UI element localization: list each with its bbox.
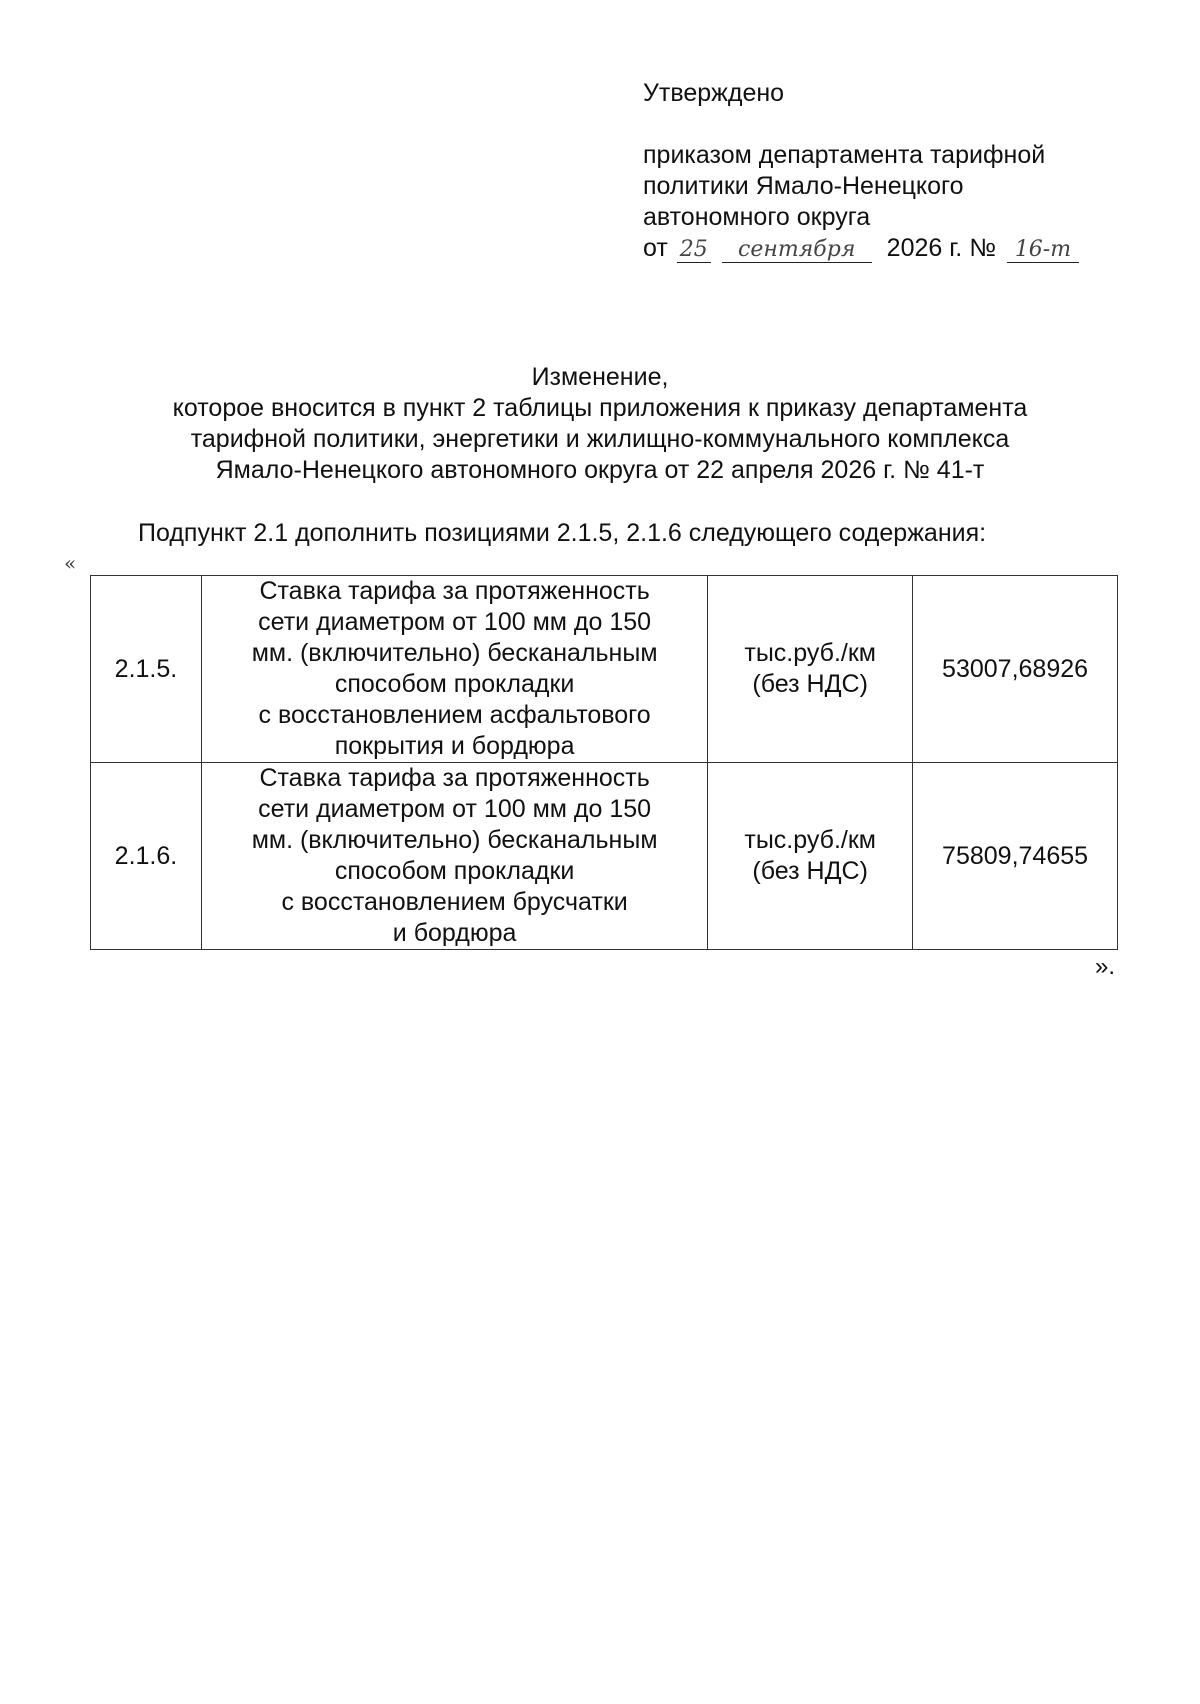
description-cell: [201, 763, 707, 950]
table-row: [91, 576, 1118, 763]
value-cell: 75809,74655: [913, 763, 1118, 950]
approved-label: Утверждено: [643, 79, 785, 107]
approval-line-2: политики Ямало-Ненецкого: [643, 172, 964, 200]
unit-line: тыс.руб./км: [744, 826, 876, 854]
table-row: [91, 763, 1118, 950]
intro-paragraph: Подпункт 2.1 дополнить позициями 2.1.5, 2.1.6 следующего содержания:: [138, 519, 987, 547]
unit-cell: [708, 763, 913, 950]
description-line: способом прокладки: [334, 670, 575, 698]
unit-line: (без НДС): [752, 670, 868, 698]
document-heading: [60, 362, 1140, 486]
description-line: способом прокладки: [334, 857, 575, 885]
description-line: покрытия и бордюра: [334, 732, 575, 760]
description-line: с восстановлением брусчатки: [281, 888, 628, 916]
handwritten-order-number: 16-т: [1007, 238, 1079, 263]
heading-line-4: Ямало-Ненецкого автономного округа от 22 апреля 2026 г. № 41-т: [215, 456, 985, 484]
row-number-cell: 2.1.6.: [91, 763, 202, 950]
opening-quote: «: [64, 551, 77, 575]
tariff-table: [90, 575, 1118, 950]
value-cell: 53007,68926: [913, 576, 1118, 763]
date-year: 2026 г. №: [886, 234, 997, 262]
unit-cell: [708, 576, 913, 763]
approval-line-3: автономного округа: [643, 203, 871, 231]
description-line: сети диаметром от 100 мм до 150: [258, 608, 652, 636]
unit-line: тыс.руб./км: [744, 639, 876, 667]
handwritten-month: сентября: [722, 238, 872, 263]
heading-line-1: Изменение,: [531, 363, 669, 391]
approval-block: [643, 78, 1123, 264]
description-line: Ставка тарифа за протяженность: [259, 577, 650, 605]
closing-quote: ».: [1095, 953, 1116, 980]
unit-line: (без НДС): [752, 857, 868, 885]
description-line: Ставка тарифа за протяженность: [259, 764, 650, 792]
description-line: сети диаметром от 100 мм до 150: [258, 795, 652, 823]
handwritten-day: 25: [677, 238, 711, 263]
description-line: с восстановлением асфальтового: [258, 701, 651, 729]
heading-line-2: которое вносится в пункт 2 таблицы приложения к приказу департамента: [172, 394, 1028, 422]
description-cell: [201, 576, 707, 763]
date-prefix: от: [643, 234, 668, 262]
description-line: и бордюра: [392, 919, 517, 947]
row-number-cell: 2.1.5.: [91, 576, 202, 763]
description-line: мм. (включительно) бесканальным: [251, 826, 658, 854]
heading-line-3: тарифной политики, энергетики и жилищно-коммунального комплекса: [190, 425, 1010, 453]
approval-date-line: [643, 233, 1123, 264]
approval-line-1: приказом департамента тарифной: [643, 141, 1046, 169]
description-line: мм. (включительно) бесканальным: [251, 639, 658, 667]
